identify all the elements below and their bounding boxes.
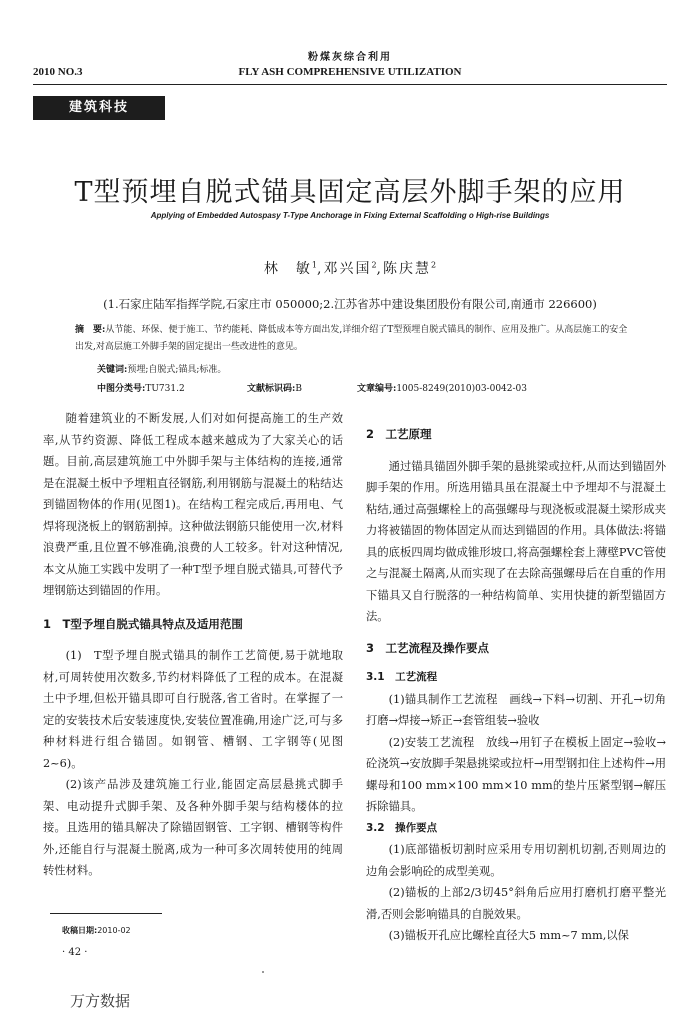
abstract-label: 摘 要:: [75, 325, 106, 335]
page-number: · 42 ·: [62, 947, 88, 958]
received-date: [62, 925, 131, 936]
author-list: 林 敏$^1$,邓兴国$^2$,陈庆慧$^2$: [263, 260, 437, 277]
section-3-heading: 3 工艺流程及操作要点: [366, 640, 490, 655]
keywords-text: 预埋;自脱式;锚具;标准。: [127, 365, 227, 375]
received-label: 收稿日期:: [62, 926, 98, 935]
left-column: [43, 408, 343, 882]
clc-label: 中图分类号:: [97, 384, 146, 394]
paragraph: (2)锚板的上部2/3切45°斜角后应用打磨机打磨平整光滑,否则会影响锚具的自脱效果。: [366, 886, 666, 921]
author-affil-mark: 2: [431, 260, 437, 270]
keywords: [97, 362, 226, 375]
footnote-divider: [50, 913, 162, 914]
paragraph: (1)锚具制作工艺流程 画线→下料→切割、开孔→切角打磨→焊接→矫正→套管组装→验收: [366, 692, 666, 727]
header-divider: [33, 84, 667, 85]
paragraph: (3)锚板开孔应比螺栓直径大5 mm~7 mm,以保: [388, 929, 629, 942]
paragraph: (2)该产品涉及建筑施工行业,能固定高层悬挑式脚手架、电动提升式脚手架、及各种外脚手架与结构楼体的拉接。且选用的锚具解决了除锚固钢管、工字钢、槽钢等构件外,还能自行与混凝土脱离,成为一种可多次周转使用的纯周转性材料。: [43, 778, 343, 877]
journal-title-en: FLY ASH COMPREHENSIVE UTILIZATION: [238, 66, 462, 78]
paragraph: (2)安装工艺流程 放线→用钉子在模板上固定→验收→砼浇筑→安放脚手架悬挑梁或拉杆→用型钢扣住上述构件→用螺母和100 mm×100 mm×10 mm的垫片压紧型钢→解压拆除锚具。: [366, 735, 666, 813]
article-title-cn: T型预埋自脱式锚具固定高层外脚手架的应用: [74, 177, 626, 208]
paragraph: (1)底部锚板切割时应采用专用切割机切割,否则周边的边角会影响砼的成型美观。: [366, 843, 666, 878]
clc-value: TU731.2: [145, 384, 185, 394]
author-affil-mark: 1: [311, 260, 317, 270]
intro-paragraph: 随着建筑业的不断发展,人们对如何提高施工的生产效率,从节约资源、降低工程成本越来越成为了大家关心的话题。目前,高层建筑施工中外脚手架与主体结构的连接,通常是在混凝土板中予埋粗直径钢筋,利用钢筋与混凝土的粘结达到锚固物体的作用(见图1)。在结构工程完成后,再用电、气焊将现浇板上的钢筋割掉。这种做法钢筋只能使用一次,材料浪费严重,且位置不够准确,浪费的人工较多。针对这种情况,本文从施工实践中发明了一种T型予埋自脱式锚具,可替代予埋钢筋达到锚固的作用。: [43, 412, 343, 597]
article-number-label: 文章编号:: [357, 384, 397, 394]
right-column: [366, 408, 666, 947]
watermark: 万方数据: [70, 992, 131, 1010]
author-name: 林 敏: [263, 261, 312, 277]
section-badge: 建筑科技: [33, 96, 165, 120]
section-2-heading: 2 工艺原理: [366, 427, 432, 441]
author-name: 陈庆慧: [383, 261, 431, 277]
doc-code-label: 文献标识码:: [247, 384, 296, 394]
abstract-text: 从节能、环保、便于施工、节约能耗、降低成本等方面出发,详细介绍了T型预埋自脱式锚具的制作、应用及推广。从高层施工的安全出发,对高层施工外脚手架的固定提出一些改进性的意见。: [75, 325, 628, 352]
article-meta: [97, 381, 617, 394]
affiliation: (1.石家庄陆军指挥学院,石家庄市 050000;2.江苏省苏中建设集团股份有限公司,南通市 226600): [103, 297, 597, 311]
article-number-value: 1005-8249(2010)03-0042-03: [396, 384, 527, 394]
section-3-1-heading: 3.1 工艺流程: [366, 671, 438, 683]
abstract: [75, 322, 635, 356]
doc-code-value: B: [295, 384, 302, 394]
received-value: 2010-02: [97, 926, 131, 935]
article-title-en: Applying of Embedded Autospasy T-Type Anchorage in Fixing External Scaffolding o High-rise Buildings: [150, 211, 550, 220]
author-affil-mark: 2: [371, 260, 377, 270]
section-3-2-heading: 3.2 操作要点: [366, 821, 438, 834]
journal-title-cn: 粉煤灰综合利用: [308, 52, 392, 63]
issue-number: 2010 NO.3: [33, 66, 83, 78]
scan-speck: [262, 971, 264, 973]
section-1-heading: 1 T型予埋自脱式锚具特点及适用范围: [43, 616, 243, 631]
paragraph: 通过锚具锚固外脚手架的悬挑梁或拉杆,从而达到锚固外脚手架的作用。所选用锚具虽在混凝土中予埋却不与混凝土粘结,通过高强螺栓上的高强螺母与现浇板或混凝土梁形成夹力将被锚固的物体固定从而达到锚固的作用。具体做法:将锚具的底板四周均做成锥形坡口,将高强螺栓套上薄壁PVC管使之与混凝土隔离,从而实现了在去除高强螺母后在自重的作用下锚具又自行脱落的一种结构简单、实用快捷的新型锚固方法。: [366, 459, 666, 623]
paragraph: (1) T型予埋自脱式锚具的制作工艺简便,易于就地取材,可周转使用次数多,节约材料降低了工程的成本。在混凝土中予埋,但松开锚具即可自行脱落,省工省时。在掌握了一定的安装技术后安装速度快,安装位置准确,用途广泛,可与多种材料进行组合锚固。如钢管、槽钢、工字钢等(见图2~6)。: [43, 649, 343, 770]
keywords-label: 关键词:: [97, 365, 128, 375]
author-name: 邓兴国: [323, 261, 372, 277]
